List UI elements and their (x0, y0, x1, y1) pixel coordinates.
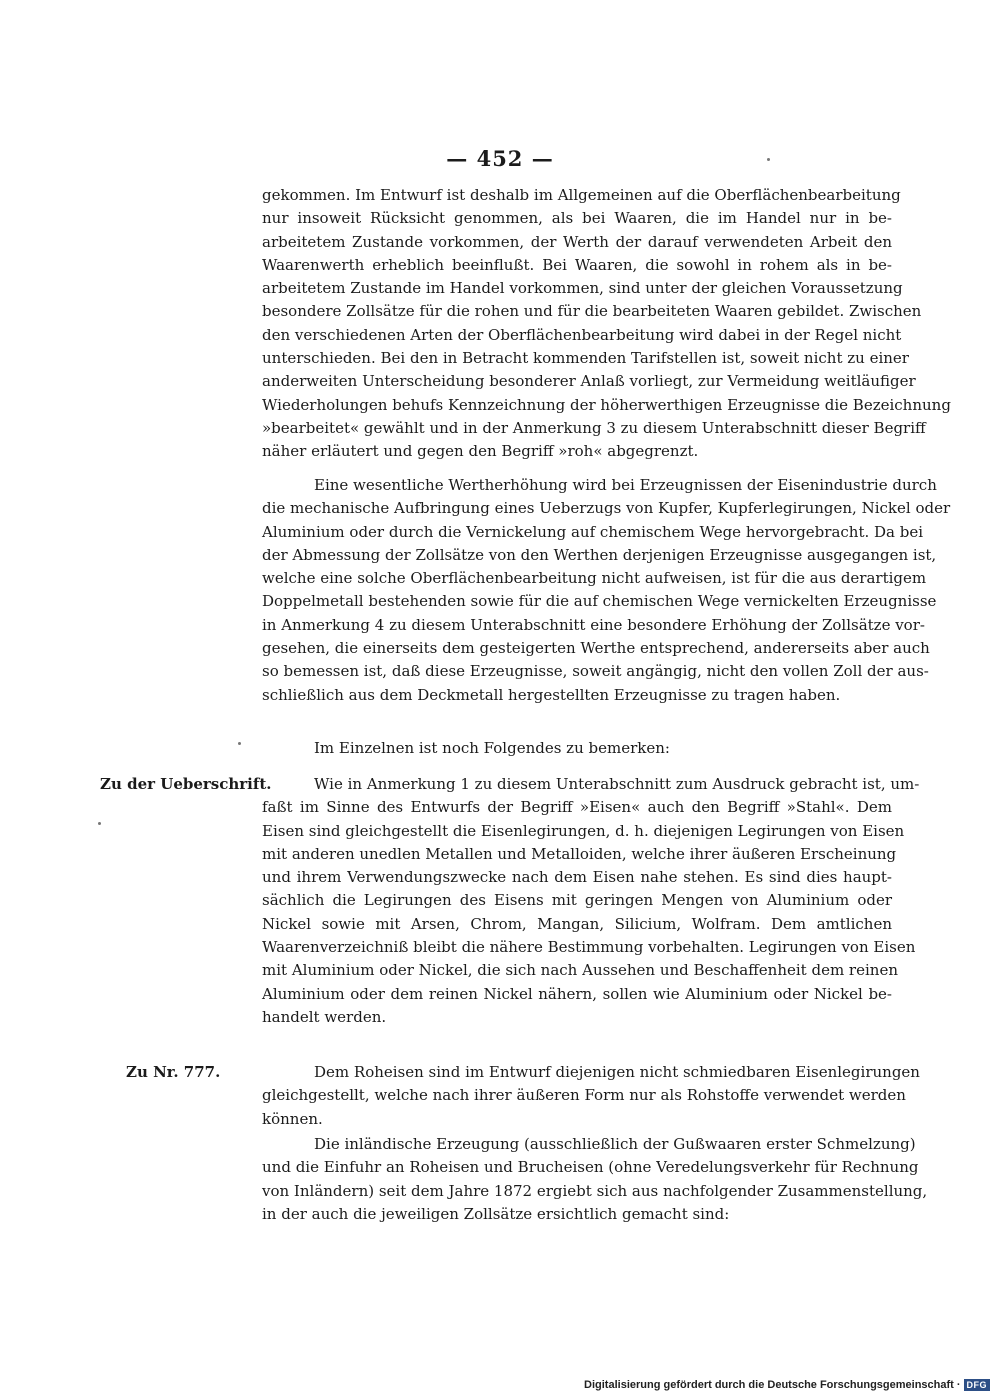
text-line: von Inländern) seit dem Jahre 1872 ergiebt sich aus nachfolgender Zusammenstellung, (262, 1181, 928, 1200)
paragraph-surface-treatment (262, 184, 951, 464)
text-line: gesehen, die einerseits dem gesteigerten Werthe entsprechend, andererseits aber auch (262, 639, 930, 658)
paragraph-production (262, 1133, 928, 1226)
text-line: arbeitetem Zustande im Handel vorkommen, sind unter der gleichen Voraussetzung (262, 279, 903, 298)
paragraph-roheisen (262, 1061, 920, 1131)
text-line: schließlich aus dem Deckmetall hergestellten Erzeugnisse zu tragen haben. (262, 685, 841, 704)
text-line: den verschiedenen Arten der Oberflächenbearbeitung wird dabei in der Regel nicht (262, 325, 902, 344)
text-line: die mechanische Aufbringung eines Ueberzugs von Kupfer, Kupferlegirungen, Nickel oder (262, 499, 951, 518)
text-line: Waarenverzeichniß bleibt die nähere Bestimmung vorbehalten. Legirungen von Eisen (262, 938, 916, 957)
scan-speck (98, 822, 101, 825)
text-line: Doppelmetall bestehenden sowie für die auf chemischen Wege vernickelten Erzeugnisse (262, 592, 937, 611)
text-line: Im Einzelnen ist noch Folgendes zu bemerken: (314, 739, 670, 757)
page-number: — 452 — (446, 146, 554, 171)
text-line: Die inländische Erzeugung (ausschließlich der Gußwaaren erster Schmelzung) (314, 1135, 916, 1153)
scan-speck (767, 158, 770, 161)
text-line: welche eine solche Oberflächenbearbeitung nicht aufweisen, ist für die aus derartigem (262, 569, 927, 588)
text-line: Eine wesentliche Wertherhöhung wird bei Erzeugnissen der Eisenindustrie durch (314, 476, 937, 494)
text-line: Eisen sind gleichgestellt die Eisenlegirungen, d. h. diejenigen Legirungen von Eisen (262, 821, 905, 840)
margin-note-heading: Zu der Ueberschrift. (100, 775, 272, 793)
text-line: gleichgestellt, welche nach ihrer äußeren Form nur als Rohstoffe verwendet werden (262, 1086, 906, 1105)
text-line: und ihrem Verwendungszwecke nach dem Eisen nahe stehen. Es sind dies haupt- (262, 868, 892, 887)
text-line: der Abmessung der Zollsätze von den Werthen derjenigen Erzeugnisse ausgegangen ist, (262, 545, 937, 564)
text-line: mit Aluminium oder Nickel, die sich nach Aussehen und Beschaffenheit dem reinen (262, 961, 898, 980)
text-line: besondere Zollsätze für die rohen und für die bearbeiteten Waaren gebildet. Zwischen (262, 302, 922, 321)
text-line: können. (262, 1109, 323, 1128)
margin-note-nr-777: Zu Nr. 777. (126, 1063, 221, 1081)
paragraph-value-increase (262, 474, 951, 707)
text-line: arbeitetem Zustande vorkommen, der Werth der darauf verwendeten Arbeit den (262, 232, 892, 251)
text-line: in der auch die jeweiligen Zollsätze ersichtlich gemacht sind: (262, 1204, 730, 1223)
footer-separator: · (956, 1379, 961, 1391)
text-line: Dem Roheisen sind im Entwurf diejenigen nicht schmiedbaren Eisenlegirungen (314, 1063, 920, 1081)
text-line: Aluminium oder durch die Vernickelung auf chemischem Wege hervorgebracht. Da bei (262, 522, 924, 541)
text-line: nur insoweit Rücksicht genommen, als bei Waaren, die im Handel nur in be- (262, 209, 892, 228)
paragraph-heading-note (262, 773, 920, 1029)
paragraph-intro-details (262, 737, 892, 760)
text-line: »bearbeitet« gewählt und in der Anmerkung 3 zu diesem Unterabschnitt dieser Begriff (262, 418, 926, 437)
text-line: sächlich die Legirungen des Eisens mit geringen Mengen von Aluminium oder (262, 891, 892, 910)
dfg-logo: DFG (964, 1379, 991, 1391)
text-line: Wiederholungen behufs Kennzeichnung der höherwerthigen Erzeugnisse die Bezeichnung (262, 395, 951, 414)
text-line: Wie in Anmerkung 1 zu diesem Unterabschnitt zum Ausdruck gebracht ist, um- (314, 775, 920, 793)
text-line: in Anmerkung 4 zu diesem Unterabschnitt eine besondere Erhöhung der Zollsätze vor- (262, 615, 925, 634)
text-line: näher erläutert und gegen den Begriff »roh« abgegrenzt. (262, 442, 699, 461)
text-line: mit anderen unedlen Metallen und Metalloiden, welche ihrer äußeren Erscheinung (262, 844, 897, 863)
digitization-footer (584, 1379, 990, 1391)
text-line: gekommen. Im Entwurf ist deshalb im Allgemeinen auf die Oberflächenbearbeitung (262, 186, 901, 204)
text-line: so bemessen ist, daß diese Erzeugnisse, soweit angängig, nicht den vollen Zoll der aus- (262, 662, 929, 681)
text-line: Waarenwerth erheblich beeinflußt. Bei Waaren, die sowohl in rohem als in be- (262, 255, 892, 274)
text-line: handelt werden. (262, 1007, 387, 1026)
scan-speck (238, 742, 241, 745)
text-line: unterschieden. Bei den in Betracht kommenden Tarifstellen ist, soweit nicht zu einer (262, 349, 909, 368)
text-line: und die Einfuhr an Roheisen und Brucheisen (ohne Veredelungsverkehr für Rechnung (262, 1158, 919, 1177)
text-line: Nickel sowie mit Arsen, Chrom, Mangan, Silicium, Wolfram. Dem amtlichen (262, 914, 892, 933)
text-line: faßt im Sinne des Entwurfs der Begriff »Eisen« auch den Begriff »Stahl«. Dem (262, 798, 892, 817)
footer-text: Digitalisierung gefördert durch die Deutsche Forschungsgemeinschaft (584, 1379, 954, 1391)
text-line: Aluminium oder dem reinen Nickel nähern, sollen wie Aluminium oder Nickel be- (262, 984, 892, 1003)
text-line: anderweiten Unterscheidung besonderer Anlaß vorliegt, zur Vermeidung weitläufiger (262, 372, 916, 391)
